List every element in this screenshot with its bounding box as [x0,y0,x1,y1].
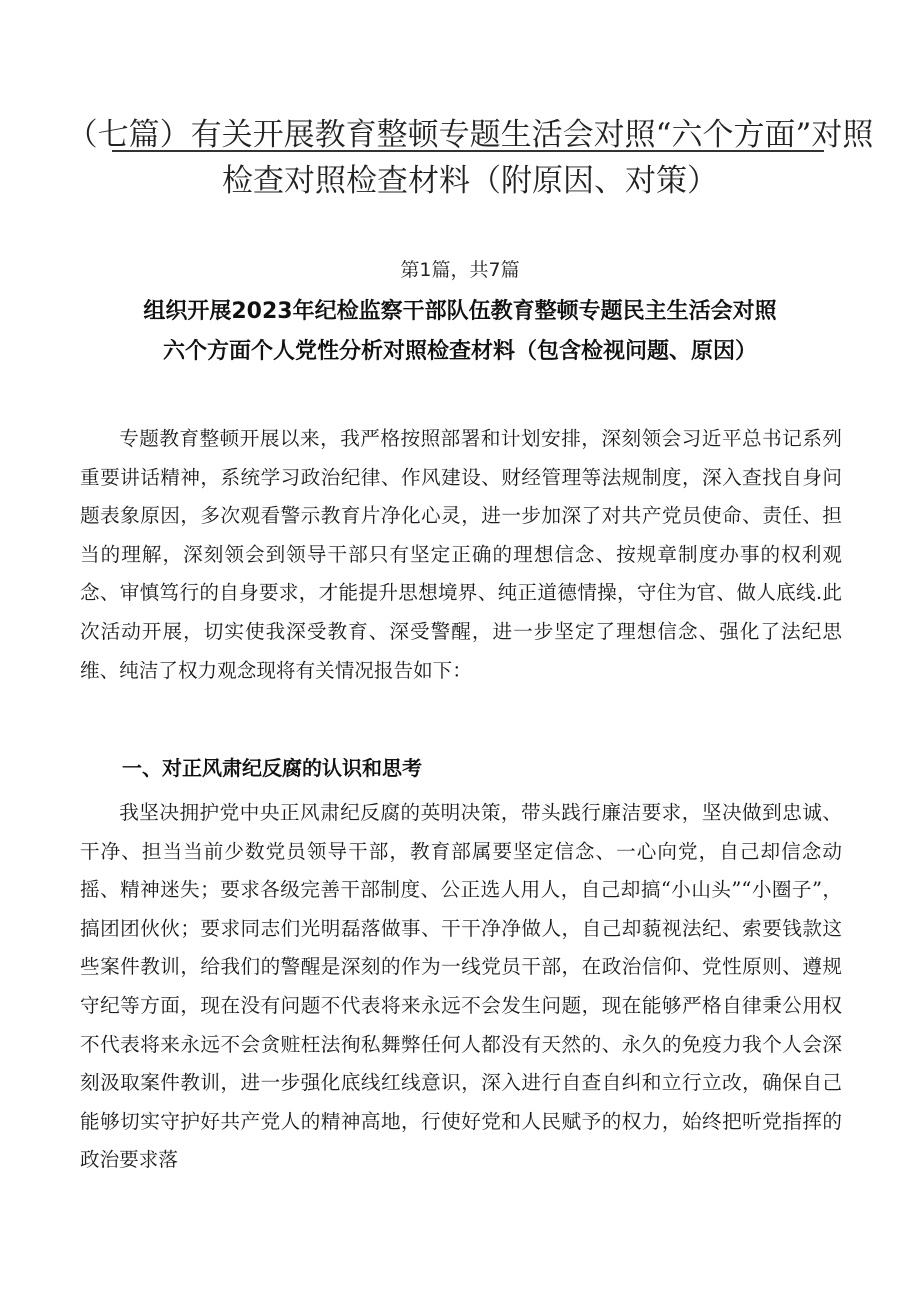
intro-section [80,420,842,690]
article-counter: 第1篇，共7篇 [400,259,520,281]
section-paragraph: 我坚决拥护党中央正风肃纪反腐的英明决策，带头践行廉洁要求，坚决做到忠诚、干净、担当当前少数党员领导干部，教育部属要坚定信念、一心向党，自己却信念动摇、精神迷失；要求各级完善干部制度、公正选人用人，自己却搞“小山头”“小圈子”，搞团团伙伙；要求同志们光明磊落做事、干干净净做人，自己却藐视法纪、索要钱款这些案件教训，给我们的警醒是深刻的作为一线党员干部，在政治信仰、党性原则、遵规守纪等方面，现在没有问题不代表将来永远不会发生问题，现在能够严格自律秉公用权不代表将来永远不会贪赃枉法徇私舞弊任何人都没有天然的、永久的免疫力我个人会深刻汲取案件教训，进一步强化底线红线意识，深入进行自查自纠和立行立改，确保自己能够切实守护好共产党人的精神高地，行使好党和人民赋予的权力，始终把听党指挥的政治要求落 [80,801,842,1172]
section-body [80,794,842,1180]
document-title: （七篇）有关开展教育整顿专题生活会对照“六个方面”对照检查对照检查材料（附原因、对策） [66,117,874,199]
section-heading: 一、对正风肃纪反腐的认识和思考 [122,756,422,780]
article-title: 组织开展2023年纪检监察干部队伍教育整顿专题民主生活会对照六个方面个人党性分析对照检查材料（包含检视问题、原因） [143,299,777,364]
intro-paragraph: 专题教育整顿开展以来，我严格按照部署和计划安排，深刻领会习近平总书记系列重要讲话精神，系统学习政治纪律、作风建设、财经管理等法规制度，深入查找自身问题表象原因，多次观看警示教育片净化心灵，进一步加深了对共产党员使命、责任、担当的理解，深刻领会到领导干部只有坚定正确的理想信念、按规章制度办事的权利观念、审慎笃行的自身要求，才能提升思想境界、纯正道德情操，守住为官、做人底线.此次活动开展，切实使我深受教育、深受警醒，进一步坚定了理想信念、强化了法纪思维、纯洁了权力观念现将有关情况报告如下： [80,427,842,682]
